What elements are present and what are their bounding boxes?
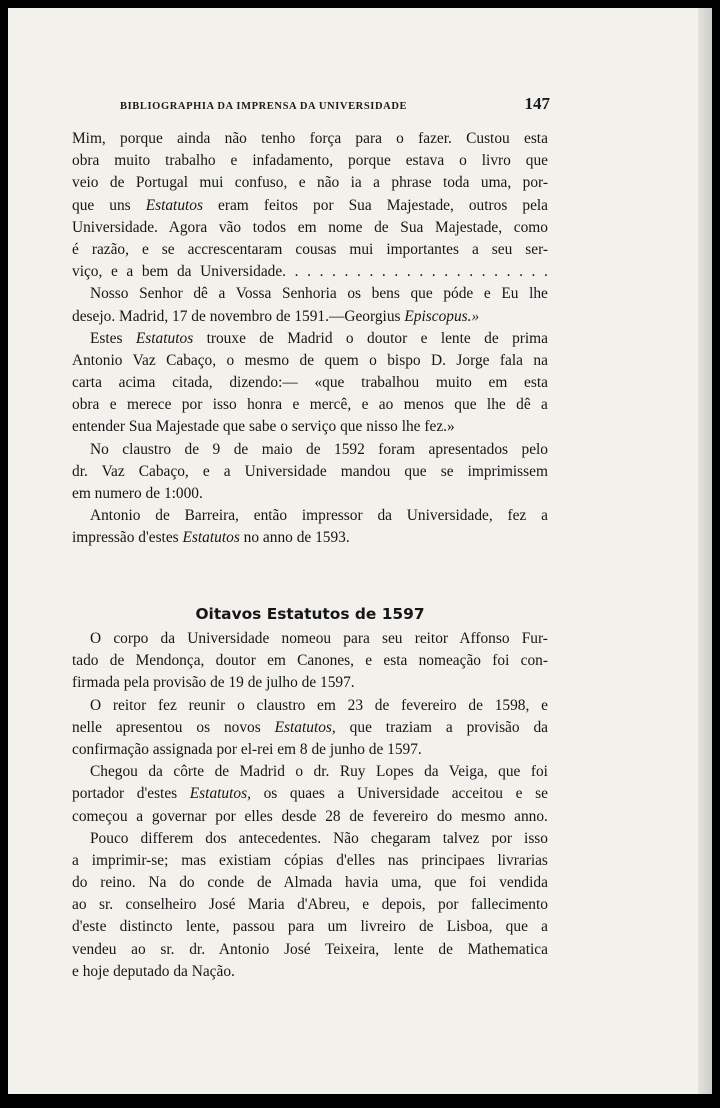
text-line: do reino. Na do conde de Almada havia uma, que foi vendida bbox=[72, 874, 548, 892]
text-line: No claustro de 9 de maio de 1592 foram apresentados pelo bbox=[90, 440, 548, 458]
text-line: é razão, e se accrescentaram cousas mui importantes a seu ser- bbox=[72, 240, 549, 258]
text-line: ao sr. conselheiro José Maria d'Abreu, e depois, por fallecimento bbox=[72, 896, 548, 914]
text-block-1 bbox=[72, 128, 548, 550]
page-edge-shadow bbox=[698, 8, 712, 1094]
text-line: veio de Portugal mui confuso, e não ia a phrase toda uma, por- bbox=[72, 174, 548, 192]
text-line: que uns Estatutos eram feitos por Sua Majestade, outros pela bbox=[72, 196, 549, 214]
text-block-2 bbox=[72, 628, 548, 983]
text-line: vendeu ao sr. dr. Antonio José Teixeira, lente de Mathematica bbox=[72, 940, 548, 958]
text-line: impressão d'estes Estatutos no anno de 1593. bbox=[72, 529, 350, 547]
text-line: desejo. Madrid, 17 de novembro de 1591.—Georgius Episcopus.» bbox=[72, 307, 480, 325]
page-header bbox=[120, 94, 550, 118]
text-line: Antonio de Barreira, então impressor da Universidade, fez a bbox=[90, 507, 548, 525]
text-line: começou a governar por elles desde 28 de fevereiro do mesmo anno. bbox=[72, 807, 548, 825]
text-line: tado de Mendonça, doutor em Canones, e esta nomeação foi con- bbox=[72, 652, 548, 670]
text-line: O reitor fez reunir o claustro em 23 de fevereiro de 1598, e bbox=[90, 696, 548, 714]
text-line: carta acima citada, dizendo:— «que trabalhou muito em esta bbox=[72, 374, 548, 392]
text-line: firmada pela provisão de 19 de julho de 1597. bbox=[72, 674, 355, 692]
text-line: em numero de 1:000. bbox=[72, 485, 203, 502]
text-line: Chegou da côrte de Madrid o dr. Ruy Lopes da Veiga, que foi bbox=[90, 763, 548, 781]
text-line: dr. Vaz Cabaço, e a Universidade mandou que se imprimissem bbox=[72, 462, 548, 480]
section-heading: Oitavos Estatutos de 1597 bbox=[195, 605, 425, 623]
page-number: 147 bbox=[524, 94, 550, 113]
text-line: confirmação assignada por el-rei em 8 de junho de 1597. bbox=[72, 740, 422, 758]
text-line: Nosso Senhor dê a Vossa Senhoria os bens que póde e Eu lhe bbox=[90, 285, 548, 303]
text-line: viço, e a bem da Universidade. . . . . . . . . . . . . . . . . . . . . . bbox=[72, 263, 548, 281]
text-line: obra muito trabalho e infadamento, porque estava o livro que bbox=[72, 152, 549, 170]
text-line: nelle apresentou os novos Estatutos, que traziam a provisão da bbox=[72, 718, 549, 736]
text-line: Antonio Vaz Cabaço, o mesmo de quem o bispo D. Jorge fala na bbox=[72, 351, 548, 369]
text-line: O corpo da Universidade nomeou para seu reitor Affonso Fur- bbox=[90, 630, 548, 647]
text-line: entender Sua Majestade que sabe o serviço que nisso lhe fez.» bbox=[72, 418, 455, 436]
text-line: Pouco differem dos antecedentes. Não chegaram talvez por isso bbox=[90, 829, 548, 847]
text-line: d'este distincto lente, passou para um livreiro de Lisboa, que a bbox=[72, 918, 548, 936]
running-title: BIBLIOGRAPHIA DA IMPRENSA DA UNIVERSIDADE bbox=[120, 101, 408, 112]
text-line: Mim, porque ainda não tenho força para o fazer. Custou esta bbox=[72, 130, 548, 147]
text-line: portador d'estes Estatutos, os quaes a Universidade acceitou e se bbox=[72, 785, 548, 803]
text-line: Estes Estatutos trouxe de Madrid o doutor e lente de prima bbox=[90, 329, 548, 347]
text-line: Universidade. Agora vão todos em nome de Sua Majestade, como bbox=[72, 218, 548, 236]
text-line: e hoje deputado da Nação. bbox=[72, 962, 235, 980]
text-line: obra e merece por isso honra e mercê, e ao menos que lhe dê a bbox=[72, 396, 548, 414]
text-line: a imprimir-se; mas existiam cópias d'elles nas principaes livrarias bbox=[72, 851, 548, 869]
